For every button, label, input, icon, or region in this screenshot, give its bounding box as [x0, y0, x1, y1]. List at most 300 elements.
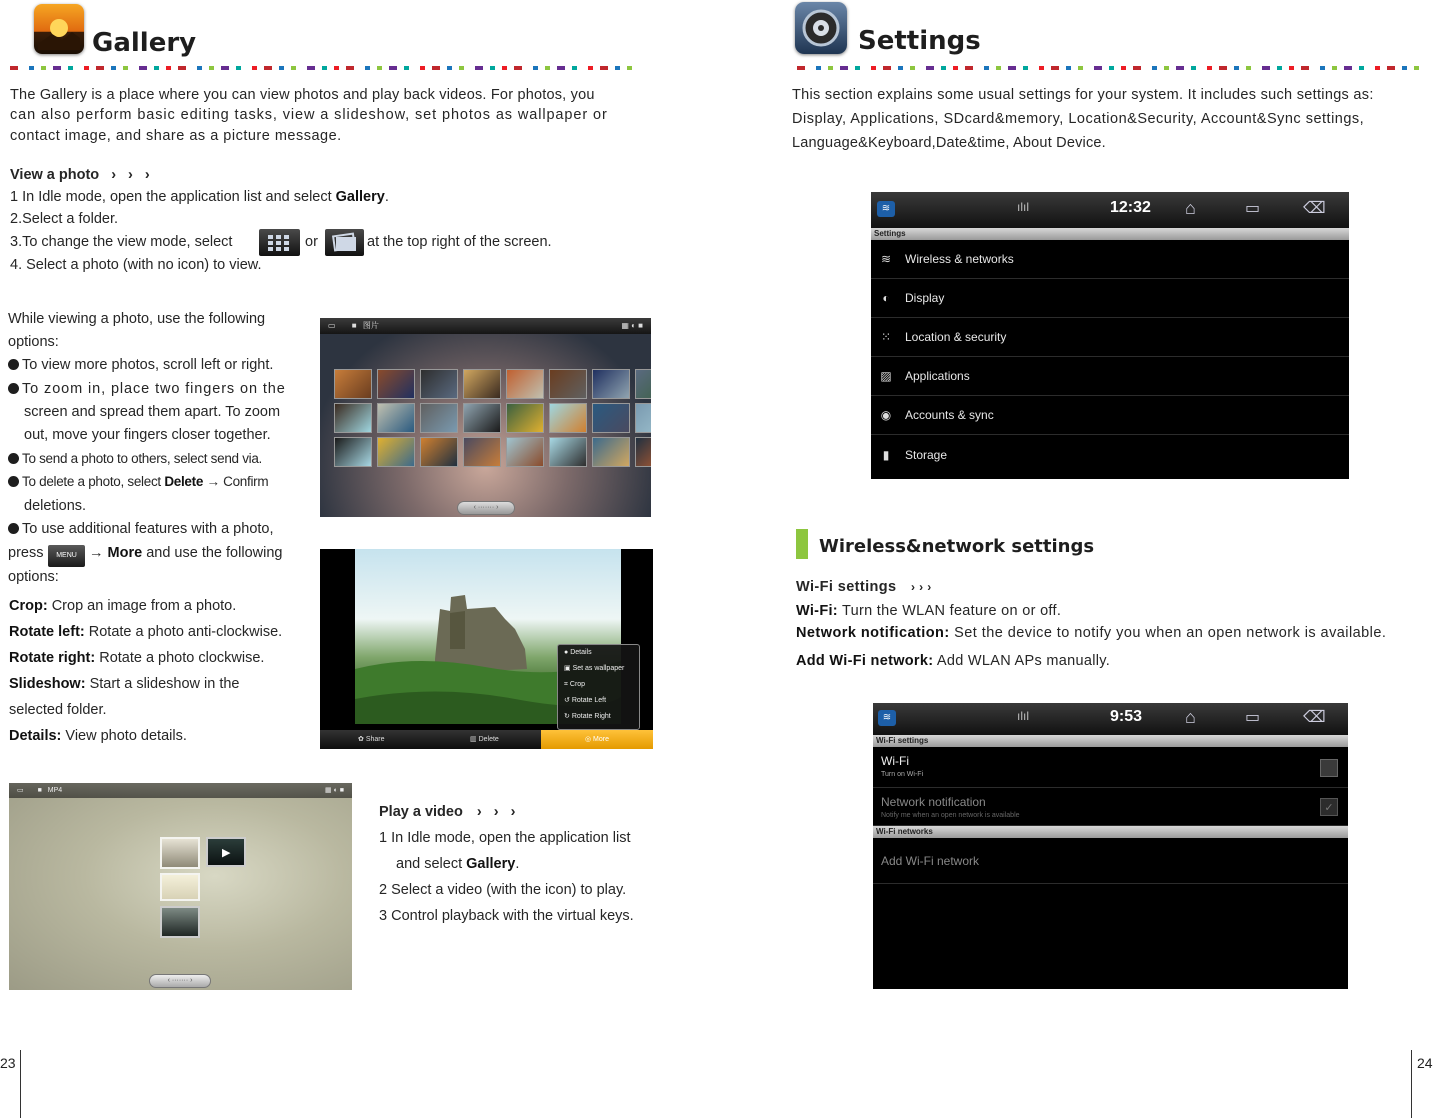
photo-thumbnail[interactable]: [377, 437, 415, 467]
dot-segment: [346, 66, 354, 70]
photo-thumbnail[interactable]: [635, 403, 651, 433]
bottom-action-bar: [320, 730, 653, 749]
dot-segment: [459, 66, 464, 70]
arrow-icon: →: [89, 545, 104, 561]
dot-segment: [68, 66, 73, 70]
dot-segment: [432, 66, 440, 70]
dot-segment: [420, 66, 425, 70]
network-notification-text: Set the device to notify you when an open network is available.: [949, 625, 1387, 641]
feature-text: View photo details.: [61, 728, 187, 744]
view-photo-step-2: 2.Select a folder.: [10, 211, 119, 227]
wallpaper-icon: ▣: [564, 665, 571, 672]
settings-item-storage[interactable]: [871, 435, 1349, 474]
press-more: [89, 545, 282, 561]
settings-item-label: Display: [905, 291, 945, 305]
dot-segment: [291, 66, 296, 70]
status-bar: [873, 703, 1348, 735]
dot-segment: [883, 66, 891, 70]
dot-segment: [53, 66, 61, 70]
dot-segment: [1332, 66, 1337, 70]
dot-segment: [1387, 66, 1395, 70]
intro-line-2: Display, Applications, SDcard&memory, Location&Security, Account&Sync settings,: [792, 111, 1365, 127]
dot-segment: [41, 66, 46, 70]
back-button-icon[interactable]: ⌫: [1303, 709, 1326, 726]
dot-segment: [557, 66, 565, 70]
bullet-dot: [8, 383, 19, 394]
dot-segment: [1094, 66, 1102, 70]
settings-item-label: Applications: [905, 369, 970, 383]
menu-item-rotate-left[interactable]: [558, 693, 639, 709]
dot-segment: [797, 66, 805, 70]
view-photo-heading: [10, 167, 154, 183]
signal-icon: ılıl: [1017, 709, 1029, 723]
bullet-4-bold: Delete: [164, 474, 204, 489]
menu-label: Crop: [569, 681, 586, 688]
dot-segment: [178, 66, 186, 70]
bullet-2-text: To zoom in, place two fingers on the: [22, 381, 286, 397]
dot-segment: [1402, 66, 1407, 70]
dot-segment: [111, 66, 116, 70]
intro-line-3: Language&Keyboard,Date&time, About Device.: [792, 135, 1106, 151]
intro-line-1: This section explains some usual settings for your system. It includes such settings as:: [792, 87, 1374, 103]
dot-segment: [1301, 66, 1309, 70]
status-bar: [9, 783, 352, 798]
dot-segment: [953, 66, 958, 70]
dot-segment: [307, 66, 315, 70]
wireless-heading: Wireless&network settings: [819, 536, 1095, 557]
dot-segment: [29, 66, 34, 70]
menu-key-icon: MENU: [48, 545, 85, 567]
dot-segment: [615, 66, 620, 70]
dot-segment: [898, 66, 903, 70]
scroll-handle[interactable]: ‹ ······· ›: [457, 501, 515, 515]
right-page: [719, 0, 1438, 1118]
add-wifi-network-row[interactable]: [873, 838, 1348, 884]
bullet-dot: [8, 523, 19, 534]
bullet-dot: [8, 359, 19, 370]
feature-crop: [9, 598, 236, 614]
dot-segment: [1066, 66, 1071, 70]
dot-segment: [1164, 66, 1169, 70]
photo-thumbnail[interactable]: [463, 437, 501, 467]
dot-segment: [941, 66, 946, 70]
wifi-status-icon: ≋: [877, 201, 895, 217]
page-title: Gallery: [92, 28, 197, 58]
video-thumbnail[interactable]: [160, 873, 200, 901]
menu-label: Details: [570, 649, 592, 656]
dot-segment: [475, 66, 483, 70]
step-3-end: at the top right of the screen.: [367, 234, 552, 250]
share-label: Share: [365, 736, 385, 743]
bullet-3: [8, 451, 262, 466]
photo-thumbnail[interactable]: [549, 369, 587, 399]
settings-list: [871, 240, 1349, 474]
dot-segment: [996, 66, 1001, 70]
dot-segment: [1133, 66, 1141, 70]
page-number: 24: [1417, 1055, 1433, 1071]
menu-item-rotate-right[interactable]: [558, 709, 639, 725]
more-button[interactable]: [541, 730, 653, 749]
feature-label: Rotate left:: [9, 624, 85, 640]
feature-label: Rotate right:: [9, 650, 96, 666]
dot-segment: [502, 66, 507, 70]
more-label: More: [593, 736, 609, 743]
photo-thumbnail[interactable]: [377, 369, 415, 399]
settings-screenshot: [871, 192, 1349, 479]
add-wifi-label: Add Wi-Fi network: [881, 854, 980, 868]
photo-thumbnail[interactable]: [420, 437, 458, 467]
more-icon: ◎: [584, 736, 592, 743]
photo-thumbnail[interactable]: [334, 369, 372, 399]
dot-segment: [1375, 66, 1380, 70]
video-thumbnail[interactable]: [160, 906, 200, 938]
back-button-icon[interactable]: ⌫: [1303, 200, 1326, 217]
decorative-dotted-rule: [10, 66, 650, 71]
bullet-4-line-2: deletions.: [24, 498, 87, 514]
bullet-5: [8, 521, 274, 537]
step-1-text: 1 In Idle mode, open the application list and select: [10, 189, 336, 205]
settings-item-applications[interactable]: [871, 357, 1349, 396]
dot-segment: [221, 66, 229, 70]
settings-item-label: Accounts & sync: [905, 408, 994, 422]
wifi-subtitle: Turn on Wi-Fi: [881, 771, 924, 778]
menu-item-crop[interactable]: [558, 677, 639, 693]
feature-slideshow-line-2: selected folder.: [9, 702, 107, 718]
dot-segment: [1234, 66, 1239, 70]
add-network-label: Add Wi-Fi network:: [796, 653, 934, 669]
dot-segment: [389, 66, 397, 70]
intro-line-2: can also perform basic editing tasks, view a slideshow, set photos as wallpaper or: [10, 107, 608, 123]
settings-app-icon: [795, 2, 847, 54]
photo-thumbnail[interactable]: [377, 403, 415, 433]
recent-apps-icon[interactable]: ▭: [1245, 200, 1261, 217]
menu-label: Set as wallpaper: [572, 665, 625, 672]
photo-thumbnail[interactable]: [549, 437, 587, 467]
feature-label: Slideshow:: [9, 676, 86, 692]
dot-segment: [1023, 66, 1028, 70]
wifi-status-icon: ≋: [878, 710, 896, 726]
section-header: Wi-Fi networks: [873, 826, 1348, 838]
dot-segment: [334, 66, 339, 70]
dot-segment: [10, 66, 18, 70]
signal-icon: ılıl: [1017, 200, 1029, 214]
settings-item-label: Wireless & networks: [905, 252, 1014, 266]
dot-segment: [514, 66, 522, 70]
photo-thumbnail[interactable]: [592, 437, 630, 467]
page-divider: [1411, 1050, 1412, 1118]
wifi-label: Wi-Fi:: [796, 603, 838, 619]
gallery-grid-screenshot: [320, 318, 651, 517]
dot-segment: [377, 66, 382, 70]
dot-segment: [1078, 66, 1083, 70]
dot-segment: [490, 66, 495, 70]
storage-icon: ▮: [882, 447, 890, 462]
dot-segment: [96, 66, 104, 70]
photo-menu-screenshot: [320, 549, 653, 749]
dot-segment: [965, 66, 973, 70]
dot-segment: [1289, 66, 1294, 70]
settings-item-label: Storage: [905, 447, 948, 462]
bullet-3-text: To send a photo to others, select send via.: [22, 451, 263, 466]
photo-thumbnail[interactable]: [592, 403, 630, 433]
more-text: and use the following: [142, 545, 283, 561]
wifi-settings-screenshot: [873, 703, 1348, 989]
bullet-dot: [8, 476, 19, 487]
scroll-handle[interactable]: ‹ ······· ›: [149, 974, 211, 988]
status-bar: [320, 318, 651, 334]
play-video-step-1-line-2: [396, 856, 519, 872]
bullet-2: [8, 381, 286, 397]
notification-subtitle: Notify me when an open network is available: [881, 812, 1020, 819]
photo-thumbnail[interactable]: [506, 369, 544, 399]
step-1-bold: Gallery: [335, 189, 385, 205]
chevron-icon: › › ›: [910, 580, 932, 594]
dot-segment: [1359, 66, 1364, 70]
add-network-text: Add WLAN APs manually.: [933, 653, 1111, 669]
wifi-settings-heading: [796, 579, 932, 595]
section-header: Wi-Fi settings: [873, 735, 1348, 747]
settings-item-location[interactable]: [871, 318, 1349, 357]
dot-segment: [209, 66, 214, 70]
page-divider: [20, 1050, 21, 1118]
dot-segment: [123, 66, 128, 70]
settings-item-label: Location & security: [905, 330, 1007, 344]
dot-segment: [840, 66, 848, 70]
photo-thumbnail[interactable]: [549, 403, 587, 433]
dot-segment: [1320, 66, 1325, 70]
display-icon: ◐: [882, 291, 890, 305]
dot-segment: [322, 66, 327, 70]
stack-view-icon: [325, 229, 364, 256]
bullet-4-end: Confirm: [219, 474, 269, 489]
context-menu: [557, 644, 640, 730]
bullet-dot: [8, 453, 19, 464]
network-notification-label: Network notification:: [796, 625, 950, 641]
dot-segment: [588, 66, 593, 70]
sync-icon: ◉: [880, 408, 892, 422]
dot-segment: [1207, 66, 1212, 70]
dot-segment: [926, 66, 934, 70]
home-icon: ▭: [17, 787, 24, 794]
trash-icon: ▥: [470, 736, 477, 743]
feature-slideshow: [9, 676, 240, 692]
wifi-toggle-row[interactable]: [873, 747, 1348, 788]
section-accent-bar: [796, 529, 808, 559]
menu-item-details[interactable]: [558, 645, 639, 661]
delete-label: Delete: [478, 736, 499, 743]
feature-text: Rotate a photo clockwise.: [95, 650, 265, 666]
view-mode-icon: ▦ ◐ ■: [621, 321, 643, 330]
dot-segment: [1262, 66, 1270, 70]
photo-thumbnail[interactable]: [635, 369, 651, 399]
feature-text: Rotate a photo anti-clockwise.: [84, 624, 283, 640]
wifi-title: Wi-Fi: [881, 754, 909, 768]
photo-thumbnail[interactable]: [334, 403, 372, 433]
dot-segment: [1152, 66, 1157, 70]
dot-segment: [365, 66, 370, 70]
home-button-icon[interactable]: ⌂: [1185, 707, 1196, 727]
step-3-text: 3.To change the view mode, select: [10, 234, 233, 250]
settings-item-accounts[interactable]: [871, 396, 1349, 435]
feature-rotate-left: [9, 624, 282, 640]
feature-text: Start a slideshow in the: [85, 676, 240, 692]
folder-icon: ■: [351, 321, 357, 330]
wifi-checkbox[interactable]: [1320, 759, 1338, 777]
folder-icon: ■: [37, 787, 42, 794]
dot-segment: [166, 66, 171, 70]
feature-label: Crop:: [9, 598, 48, 614]
press-label: press: [8, 545, 44, 561]
home-icon: ▭: [328, 321, 336, 330]
notification-checkbox[interactable]: ✓: [1320, 798, 1338, 816]
folder-name: MP4: [47, 787, 63, 794]
chevron-icon: › › ›: [476, 804, 520, 820]
photo-thumbnail[interactable]: [463, 403, 501, 433]
step-end: .: [515, 856, 520, 872]
rotate-left-icon: ↺: [564, 697, 570, 704]
view-photo-step-1: [10, 189, 389, 205]
gallery-app-icon: [34, 4, 84, 54]
section-header: Settings: [871, 228, 1349, 240]
dot-segment: [1109, 66, 1114, 70]
play-video-step-1: 1 In Idle mode, open the application list: [379, 830, 631, 846]
dot-segment: [84, 66, 89, 70]
dot-segment: [627, 66, 632, 70]
dot-segment: [1039, 66, 1044, 70]
clock: 9:53: [1110, 708, 1143, 725]
menu-label: Rotate Left: [571, 697, 607, 704]
settings-item-display[interactable]: [871, 279, 1349, 318]
dot-segment: [1344, 66, 1352, 70]
dot-segment: [1191, 66, 1196, 70]
dot-segment: [600, 66, 608, 70]
photo-thumbnail[interactable]: [592, 369, 630, 399]
dot-segment: [1008, 66, 1016, 70]
step-bold: Gallery: [466, 856, 516, 872]
more-bold: More: [107, 545, 143, 561]
dot-segment: [404, 66, 409, 70]
dot-segment: [828, 66, 833, 70]
dot-segment: [252, 66, 257, 70]
dot-segment: [572, 66, 577, 70]
photo-thumbnail[interactable]: [635, 437, 651, 467]
wifi-settings-heading-text: Wi-Fi settings: [796, 579, 897, 595]
bullet-2-line-3: out, move your fingers closer together.: [24, 427, 271, 443]
chevron-icon: › › ›: [111, 167, 154, 183]
info-icon: ●: [564, 649, 569, 656]
photo-thumbnail[interactable]: [334, 437, 372, 467]
play-video-step-3: 3 Control playback with the virtual keys.: [379, 908, 634, 924]
dot-segment: [855, 66, 860, 70]
dot-segment: [816, 66, 821, 70]
dot-segment: [279, 66, 284, 70]
dot-segment: [871, 66, 876, 70]
photo-thumbnail[interactable]: [506, 403, 544, 433]
feature-details: [9, 728, 187, 744]
dot-segment: [1277, 66, 1282, 70]
view-photo-step-3: [10, 234, 232, 250]
photo-thumbnail[interactable]: [420, 369, 458, 399]
dot-segment: [1246, 66, 1251, 70]
dot-segment: [154, 66, 159, 70]
bullet-4-text: To delete a photo, select: [22, 474, 165, 489]
dot-segment: [447, 66, 452, 70]
recent-apps-icon[interactable]: ▭: [1245, 709, 1261, 726]
page-title: Settings: [858, 26, 981, 56]
menu-item-wallpaper[interactable]: [558, 661, 639, 677]
step-text: and select: [396, 856, 467, 872]
step-1-end: .: [384, 189, 389, 205]
settings-item-wireless[interactable]: [871, 240, 1349, 279]
dot-segment: [984, 66, 989, 70]
grid-view-icon: [259, 229, 300, 256]
view-mode-icon: ▦ ◐ ■: [325, 787, 344, 794]
intro-line-3: contact image, and share as a picture message.: [10, 128, 342, 144]
clock: 12:32: [1110, 199, 1151, 216]
bullet-2-line-2: screen and spread them apart. To zoom: [24, 404, 281, 420]
dot-segment: [533, 66, 538, 70]
feature-label: Details:: [9, 728, 62, 744]
play-icon: ▶: [222, 847, 231, 859]
intro-line-1: The Gallery is a place where you can view photos and play back videos. For photos, you: [10, 87, 595, 103]
notification-title: Network notification: [881, 795, 986, 809]
crop-icon: ⌗: [564, 681, 568, 688]
menu-label: Rotate Right: [571, 713, 611, 720]
applications-icon: ▨: [880, 369, 892, 383]
wifi-line: [796, 603, 1061, 619]
arrow-icon: →: [206, 474, 220, 489]
photo-thumbnail[interactable]: [420, 403, 458, 433]
view-photo-heading-text: View a photo: [10, 167, 100, 183]
dot-segment: [1414, 66, 1419, 70]
status-bar: [871, 192, 1349, 228]
step-3-or: or: [305, 234, 318, 250]
photo-thumbnail[interactable]: [506, 437, 544, 467]
dot-segment: [236, 66, 241, 70]
play-video-heading: [379, 804, 519, 820]
feature-rotate-right: [9, 650, 264, 666]
photo-thumbnail[interactable]: [463, 369, 501, 399]
video-thumbnail[interactable]: [160, 837, 200, 869]
network-notification-line: [796, 625, 1386, 641]
video-gallery-screenshot: [9, 783, 352, 990]
folder-name: 图片: [362, 321, 379, 330]
home-button-icon[interactable]: ⌂: [1185, 198, 1196, 218]
share-button[interactable]: [358, 730, 385, 749]
decorative-dotted-rule: [797, 66, 1427, 71]
location-icon: ⁙: [880, 330, 892, 344]
play-video-step-2: 2 Select a video (with the icon) to play.: [379, 882, 627, 898]
network-notification-row[interactable]: [873, 788, 1348, 826]
wifi-text: Turn the WLAN feature on or off.: [837, 603, 1062, 619]
delete-button[interactable]: [470, 730, 499, 749]
bullet-1-text: To view more photos, scroll left or right.: [22, 357, 274, 373]
dot-segment: [197, 66, 202, 70]
viewing-intro-1: While viewing a photo, use the following: [8, 311, 266, 327]
viewing-intro-2: options:: [8, 334, 59, 350]
dot-segment: [1219, 66, 1227, 70]
wifi-icon: ≋: [880, 252, 892, 266]
feature-text: Crop an image from a photo.: [47, 598, 237, 614]
play-video-heading-text: Play a video: [379, 804, 463, 820]
dot-segment: [139, 66, 147, 70]
page-number: 23: [0, 1055, 16, 1071]
video-thumbnail[interactable]: [206, 837, 246, 867]
dot-segment: [1176, 66, 1184, 70]
rotate-right-icon: ↻: [564, 713, 570, 720]
dot-segment: [1051, 66, 1059, 70]
bullet-5-text: To use additional features with a photo,: [22, 521, 274, 537]
